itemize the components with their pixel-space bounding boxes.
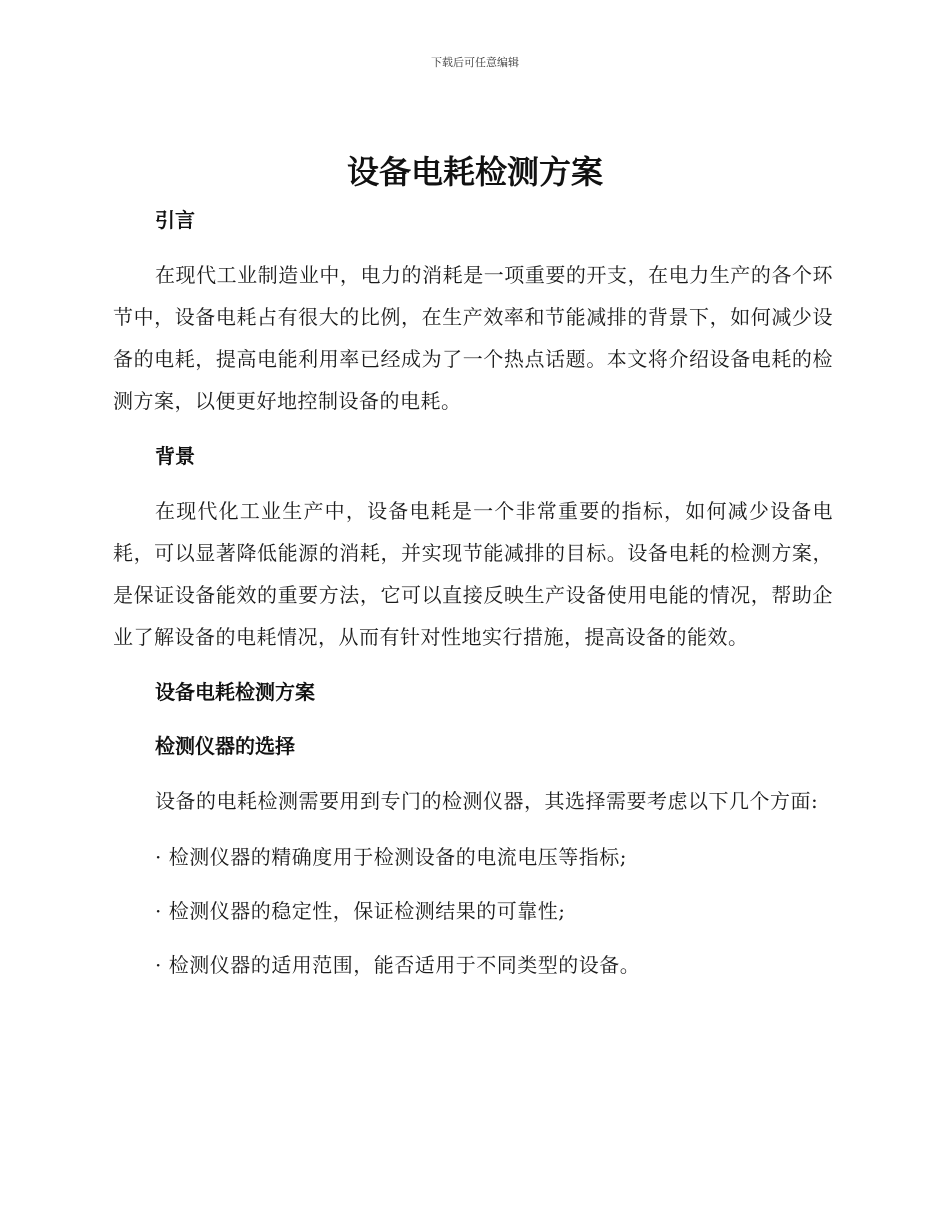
bullet-item-range: · 检测仪器的适用范围，能否适用于不同类型的设备。 xyxy=(155,953,641,977)
document-body xyxy=(113,198,833,986)
section-heading-instrument: 检测仪器的选择 xyxy=(155,734,295,758)
section-heading-background: 背景 xyxy=(155,444,195,468)
paragraph-background: 在现代化工业生产中，设备电耗是一个非常重要的指标，如何减少设备电耗，可以显著降低能源的消耗，并实现节能减排的目标。设备电耗的检测方案，是保证设备能效的重要方法，它可以直接反映生产设备使用电能的情况，帮助企业了解设备的电耗情况，从而有针对性地实行措施，提高设备的能效。 xyxy=(113,499,833,649)
document-title: 设备电耗检测方案 xyxy=(346,153,603,191)
paragraph-intro: 在现代工业制造业中，电力的消耗是一项重要的开支，在电力生产的各个环节中，设备电耗占有很大的比例，在生产效率和节能减排的背景下，如何减少设备的电耗，提高电能利用率已经成为了一个热点话题。本文将介绍设备电耗的检测方案，以便更好地控制设备的电耗。 xyxy=(113,263,833,413)
paragraph-instrument: 设备的电耗检测需要用到专门的检测仪器，其选择需要考虑以下几个方面: xyxy=(155,789,819,813)
bullet-item-stability: · 检测仪器的稳定性，保证检测结果的可靠性; xyxy=(155,899,566,923)
section-heading-plan: 设备电耗检测方案 xyxy=(155,680,315,704)
page-header-note: 下载后可任意编辑 xyxy=(431,56,519,69)
section-heading-intro: 引言 xyxy=(155,208,195,232)
bullet-item-accuracy: · 检测仪器的精确度用于检测设备的电流电压等指标; xyxy=(155,845,627,869)
